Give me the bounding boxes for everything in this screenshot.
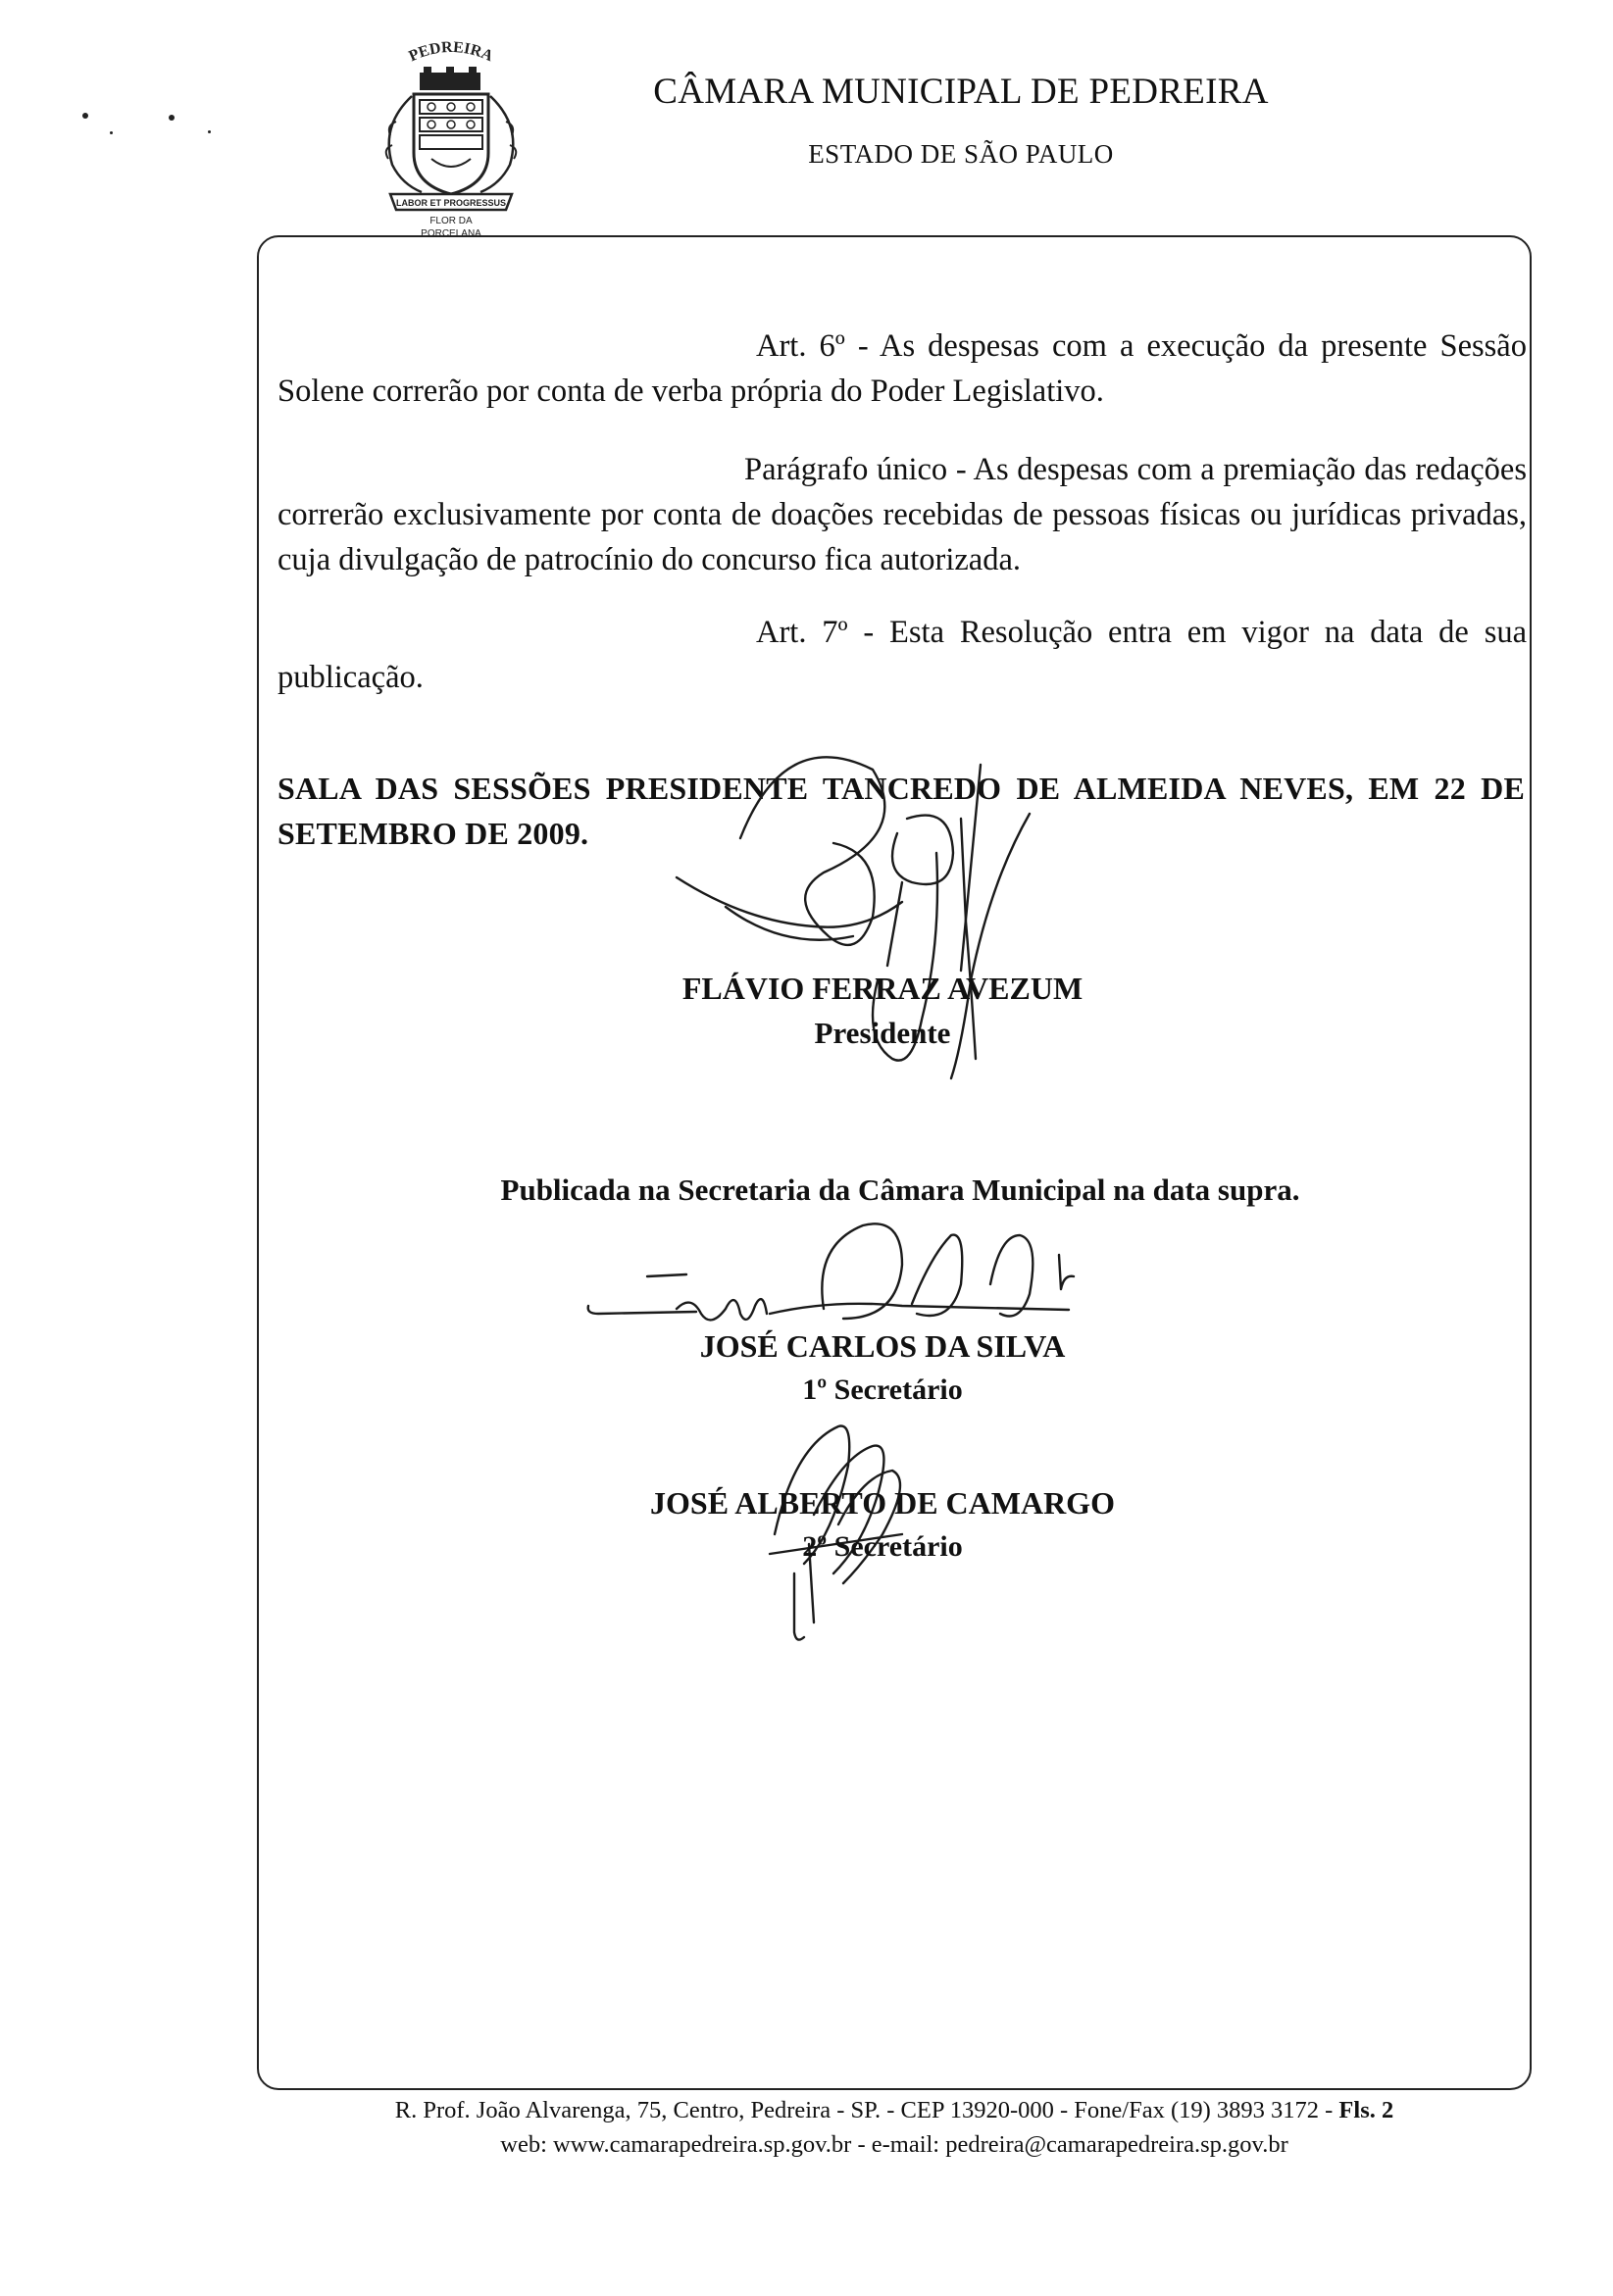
signatory-1-role: Presidente [814,1016,951,1050]
scan-speck [169,115,175,121]
svg-text:LABOR ET PROGRESSUS: LABOR ET PROGRESSUS [395,198,507,208]
signatory-3-role: 2º Secretário [802,1530,963,1563]
publication-note: Publicada na Secretaria da Câmara Municipal na data supra. [500,1173,1300,1207]
state-title: ESTADO DE SÃO PAULO [808,139,1114,169]
org-title: CÂMARA MUNICIPAL DE PEDREIRA [653,72,1269,112]
scan-speck [110,131,113,134]
article-7-rest: sua publicação. [277,615,1528,695]
footer-address-text: R. Prof. João Alvarenga, 75, Centro, Pedreira - SP. - CEP 13920-000 - Fone/Fax (19) 3893 3172 - [394,2097,1334,2123]
signatory-1-name: FLÁVIO FERRAZ AVEZUM [681,971,1084,1006]
municipal-crest-logo [363,37,539,243]
svg-text:PEDREIRA: PEDREIRA [406,38,496,66]
paragrafo-unico [277,447,1527,582]
footer-page-ref: Fls. 2 [1338,2097,1394,2123]
signatory-3-name: JOSÉ ALBERTO DE CAMARGO [650,1485,1115,1521]
paragrafo-lead: Parágrafo único - As despesas com a premiação das [744,452,1407,487]
scan-speck [208,130,211,133]
article-7-lead: Art. 7º - Esta Resolução entra em vigor na data de [756,615,1469,650]
article-6 [277,324,1527,414]
svg-text:FLOR DA: FLOR DA [429,216,473,226]
svg-text:PORCELANA: PORCELANA [421,228,481,239]
footer-web-contact: web: www.camarapedreira.sp.gov.br - e-mail: pedreira@camarapedreira.sp.gov.br [500,2131,1288,2158]
session-statement: SALA DAS SESSÕES PRESIDENTE TANCREDO DE ALMEIDA NEVES, EM 22 DE SETEMBRO DE 2009. [277,771,1525,851]
article-6-lead: Art. 6º - As despesas com a execução da presente [756,328,1428,364]
article-6-rest: Sessão Solene correrão por conta de verba própria do Poder Legislativo. [277,328,1527,409]
signatory-2-name: JOSÉ CARLOS DA SILVA [699,1328,1066,1364]
footer-address [257,2097,1532,2124]
signatory-2-role: 1º Secretário [802,1373,963,1406]
scan-speck [82,113,88,119]
paragrafo-rest: redações correrão exclusivamente por conta de doações recebidas de pessoas físicas ou jurídicas privadas, cuja divulgação de patrocínio do concurso fica autorizada. [277,452,1527,577]
article-7 [277,610,1527,700]
